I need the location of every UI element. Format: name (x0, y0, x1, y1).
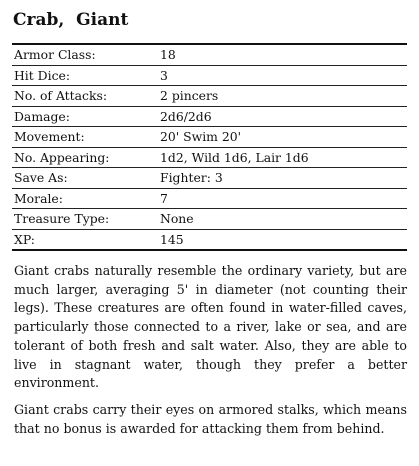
stat-label: Movement: (12, 127, 158, 148)
table-row (12, 86, 407, 107)
description-paragraph: Giant crabs carry their eyes on armored stalks, which means that no bonus is awarded for attacking them from behind. (14, 402, 407, 436)
stat-label: No. of Attacks: (12, 86, 158, 107)
stat-value: 2 pincers (158, 86, 407, 107)
stat-value: 3 (158, 65, 407, 86)
table-row (12, 168, 407, 189)
table-row (12, 44, 407, 65)
stat-label: Hit Dice: (12, 65, 158, 86)
table-row (12, 147, 407, 168)
stat-value: 1d2, Wild 1d6, Lair 1d6 (158, 147, 407, 168)
stat-label: Morale: (12, 188, 158, 209)
monster-title: Crab, Giant (13, 10, 129, 30)
table-row (12, 209, 407, 230)
description-paragraph: Giant crabs naturally resemble the ordinary variety, but are much larger, averaging 5' in diameter (not counting their legs). These creatures are often found in water-filled caves, particularly those connected to a river, lake or sea, and are tolerant of both fresh and salt water. Also, they are able to live in stagnant water, though they prefer a better environment. (14, 263, 407, 391)
stat-value: 18 (158, 44, 407, 65)
stat-value: Fighter: 3 (158, 168, 407, 189)
table-row (12, 188, 407, 209)
stat-label: Damage: (12, 106, 158, 127)
stat-value: 145 (158, 229, 407, 250)
table-row (12, 229, 407, 250)
stat-label: Save As: (12, 168, 158, 189)
stat-label: XP: (12, 229, 158, 250)
table-row (12, 106, 407, 127)
stat-label: No. Appearing: (12, 147, 158, 168)
stat-label: Armor Class: (12, 44, 158, 65)
stat-value: 20' Swim 20' (158, 127, 407, 148)
stat-value: None (158, 209, 407, 230)
stat-label: Treasure Type: (12, 209, 158, 230)
table-row (12, 65, 407, 86)
stat-value: 7 (158, 188, 407, 209)
stat-block-table (12, 43, 407, 251)
stat-value: 2d6/2d6 (158, 106, 407, 127)
table-row (12, 127, 407, 148)
